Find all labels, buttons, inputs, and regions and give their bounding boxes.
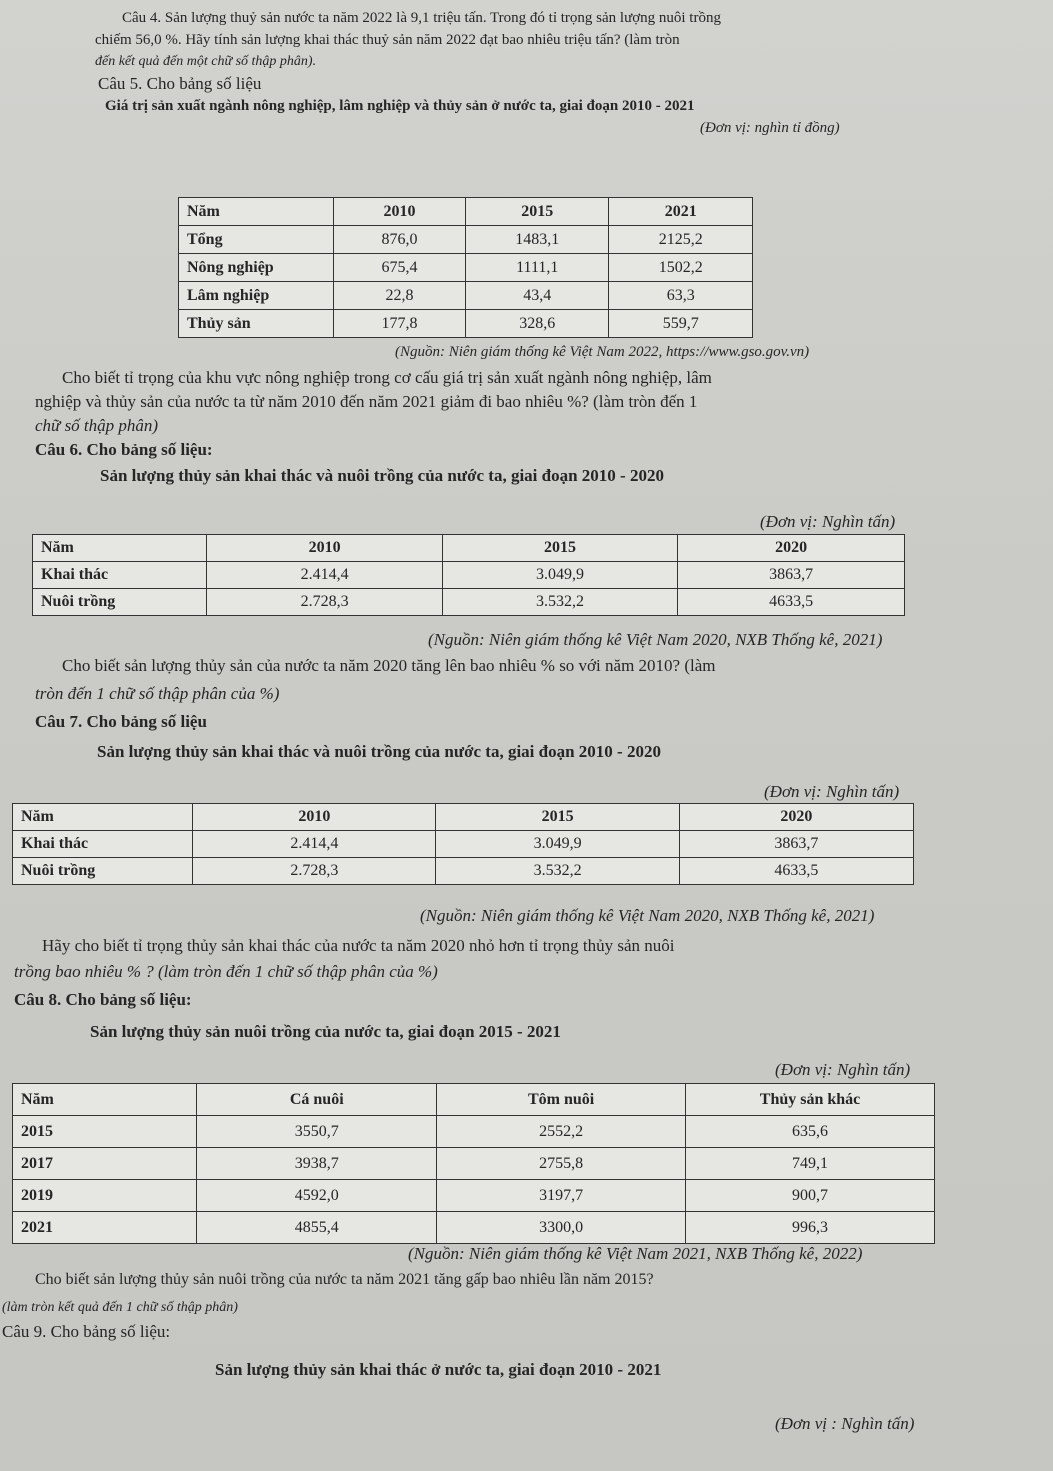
- table-row: [179, 282, 753, 310]
- table-cell: 2020: [679, 804, 913, 831]
- table-row: [13, 1212, 935, 1244]
- table-cell: 3.049,9: [442, 562, 677, 589]
- q4-text-line: đến kết quả đến một chữ số thập phân).: [95, 54, 317, 69]
- table-cell: 876,0: [333, 226, 465, 254]
- table-cell: 2019: [13, 1180, 197, 1212]
- q5-label: Câu 5. Cho bảng số liệu: [98, 74, 262, 93]
- table-cell: 3300,0: [437, 1212, 686, 1244]
- table-row: [179, 310, 753, 338]
- table-cell: 2021: [13, 1212, 197, 1244]
- table-row: [13, 1116, 935, 1148]
- q8-text-line: (làm tròn kết quả đến 1 chữ số thập phân): [2, 1300, 238, 1315]
- table-cell: 2010: [193, 804, 436, 831]
- table-cell: 2552,2: [437, 1116, 686, 1148]
- table-cell: 2755,8: [437, 1148, 686, 1180]
- q5-text-line: nghiệp và thủy sản của nước ta từ năm 2010 đến năm 2021 giảm đi bao nhiêu %? (làm tròn đến 1: [35, 392, 698, 411]
- table-cell: 2021: [609, 198, 753, 226]
- table-cell: 2.414,4: [207, 562, 442, 589]
- table-cell: 4633,5: [678, 589, 905, 616]
- q5-text-line: chữ số thập phân): [35, 416, 159, 435]
- q6-title: Sản lượng thủy sản khai thác và nuôi trồng của nước ta, giai đoạn 2010 - 2020: [100, 466, 664, 485]
- table-header-row: [179, 198, 753, 226]
- table-cell: 3.049,9: [436, 831, 679, 858]
- table-row: [179, 226, 753, 254]
- q9-title: Sản lượng thủy sản khai thác ở nước ta, giai đoạn 2010 - 2021: [215, 1360, 662, 1379]
- q7-label: Câu 7. Cho bảng số liệu: [35, 712, 207, 731]
- q4-text-line: chiếm 56,0 %. Hãy tính sản lượng khai thác thuỷ sản năm 2022 đạt bao nhiêu triệu tấn? (làm tròn: [95, 32, 680, 48]
- table-cell: 2.728,3: [193, 858, 436, 885]
- table-cell: 900,7: [686, 1180, 935, 1212]
- table-cell: 4633,5: [679, 858, 913, 885]
- table-cell: Cá nuôi: [197, 1084, 437, 1116]
- table-header-row: [33, 535, 905, 562]
- q6-source: (Nguồn: Niên giám thống kê Việt Nam 2020, NXB Thống kê, 2021): [428, 630, 883, 649]
- q7-source: (Nguồn: Niên giám thống kê Việt Nam 2020, NXB Thống kê, 2021): [420, 906, 875, 925]
- q6-label: Câu 6. Cho bảng số liệu:: [35, 440, 213, 459]
- table-cell: 2015: [436, 804, 679, 831]
- table-header-row: [13, 1084, 935, 1116]
- table-cell: 2010: [333, 198, 465, 226]
- table-cell: 177,8: [333, 310, 465, 338]
- q8-title: Sản lượng thủy sản nuôi trồng của nước ta, giai đoạn 2015 - 2021: [90, 1022, 561, 1041]
- q7-title: Sản lượng thủy sản khai thác và nuôi trồng của nước ta, giai đoạn 2010 - 2020: [97, 742, 661, 761]
- q4-text-line: Câu 4. Sản lượng thuỷ sản nước ta năm 2022 là 9,1 triệu tấn. Trong đó tỉ trọng sản lượng nuôi trồng: [122, 10, 721, 26]
- table-cell: 3550,7: [197, 1116, 437, 1148]
- table-cell: Khai thác: [13, 831, 193, 858]
- table-row: [33, 562, 905, 589]
- table-cell: Khai thác: [33, 562, 207, 589]
- q8-label: Câu 8. Cho bảng số liệu:: [14, 990, 192, 1009]
- table-cell: Tôm nuôi: [437, 1084, 686, 1116]
- table-cell: 559,7: [609, 310, 753, 338]
- table-cell: 328,6: [465, 310, 609, 338]
- table-cell: 1483,1: [465, 226, 609, 254]
- table-cell: 4592,0: [197, 1180, 437, 1212]
- q7-table: [12, 803, 914, 885]
- table-cell: Nuôi trồng: [33, 589, 207, 616]
- table-cell: 3863,7: [678, 562, 905, 589]
- table-cell: 2.728,3: [207, 589, 442, 616]
- q5-source: (Nguồn: Niên giám thống kê Việt Nam 2022, https://www.gso.gov.vn): [395, 344, 810, 360]
- q6-text-line: tròn đến 1 chữ số thập phân của %): [35, 684, 280, 703]
- q5-title: Giá trị sản xuất ngành nông nghiệp, lâm nghiệp và thủy sản ở nước ta, giai đoạn 2010 - 2021: [105, 98, 695, 114]
- table-cell: 2015: [13, 1116, 197, 1148]
- q6-table: [32, 534, 905, 616]
- q6-unit: (Đơn vị: Nghìn tấn): [760, 512, 896, 531]
- table-cell: 996,3: [686, 1212, 935, 1244]
- table-row: [13, 1180, 935, 1212]
- table-cell: 22,8: [333, 282, 465, 310]
- table-cell: Tổng: [179, 226, 334, 254]
- table-cell: 3938,7: [197, 1148, 437, 1180]
- table-cell: 2010: [207, 535, 442, 562]
- table-cell: 3.532,2: [436, 858, 679, 885]
- table-cell: 2.414,4: [193, 831, 436, 858]
- table-cell: Năm: [33, 535, 207, 562]
- table-cell: 2125,2: [609, 226, 753, 254]
- table-cell: Nuôi trồng: [13, 858, 193, 885]
- table-cell: 2017: [13, 1148, 197, 1180]
- table-cell: 63,3: [609, 282, 753, 310]
- table-cell: 1502,2: [609, 254, 753, 282]
- q5-table: [178, 197, 753, 338]
- table-cell: Năm: [179, 198, 334, 226]
- q9-label: Câu 9. Cho bảng số liệu:: [2, 1322, 171, 1341]
- table-row: [13, 831, 914, 858]
- table-cell: 4855,4: [197, 1212, 437, 1244]
- table-row: [13, 1148, 935, 1180]
- table-cell: 635,6: [686, 1116, 935, 1148]
- table-cell: 1111,1: [465, 254, 609, 282]
- table-cell: 3.532,2: [442, 589, 677, 616]
- table-cell: 749,1: [686, 1148, 935, 1180]
- table-row: [13, 858, 914, 885]
- table-cell: 2015: [442, 535, 677, 562]
- table-cell: Thủy sản: [179, 310, 334, 338]
- table-cell: 2020: [678, 535, 905, 562]
- table-cell: Năm: [13, 1084, 197, 1116]
- table-row: [179, 254, 753, 282]
- table-header-row: [13, 804, 914, 831]
- q8-source: (Nguồn: Niên giám thống kê Việt Nam 2021, NXB Thống kê, 2022): [408, 1244, 863, 1263]
- q8-text-line: Cho biết sản lượng thủy sản nuôi trồng của nước ta năm 2021 tăng gấp bao nhiêu lần năm 2015?: [35, 1271, 654, 1288]
- q7-unit: (Đơn vị: Nghìn tấn): [764, 782, 900, 801]
- q8-table: [12, 1083, 935, 1244]
- table-row: [33, 589, 905, 616]
- q9-unit: (Đơn vị : Nghìn tấn): [775, 1414, 915, 1433]
- q5-text-line: Cho biết tỉ trọng của khu vực nông nghiệp trong cơ cấu giá trị sản xuất ngành nông nghiệp, lâm: [62, 368, 712, 387]
- table-cell: 675,4: [333, 254, 465, 282]
- q7-text-line: trồng bao nhiêu % ? (làm tròn đến 1 chữ số thập phân của %): [14, 962, 438, 981]
- table-cell: 2015: [465, 198, 609, 226]
- table-cell: Năm: [13, 804, 193, 831]
- table-cell: Nông nghiệp: [179, 254, 334, 282]
- table-cell: 3197,7: [437, 1180, 686, 1212]
- q7-text-line: Hãy cho biết tỉ trọng thủy sản khai thác của nước ta năm 2020 nhỏ hơn tỉ trọng thủy sản nuôi: [42, 936, 675, 955]
- q5-unit: (Đơn vị: nghìn tỉ đồng): [700, 120, 840, 136]
- q6-text-line: Cho biết sản lượng thủy sản của nước ta năm 2020 tăng lên bao nhiêu % so với năm 2010? (làm: [62, 656, 716, 675]
- table-cell: 3863,7: [679, 831, 913, 858]
- table-cell: Lâm nghiệp: [179, 282, 334, 310]
- table-cell: 43,4: [465, 282, 609, 310]
- table-cell: Thủy sản khác: [686, 1084, 935, 1116]
- q8-unit: (Đơn vị: Nghìn tấn): [775, 1060, 911, 1079]
